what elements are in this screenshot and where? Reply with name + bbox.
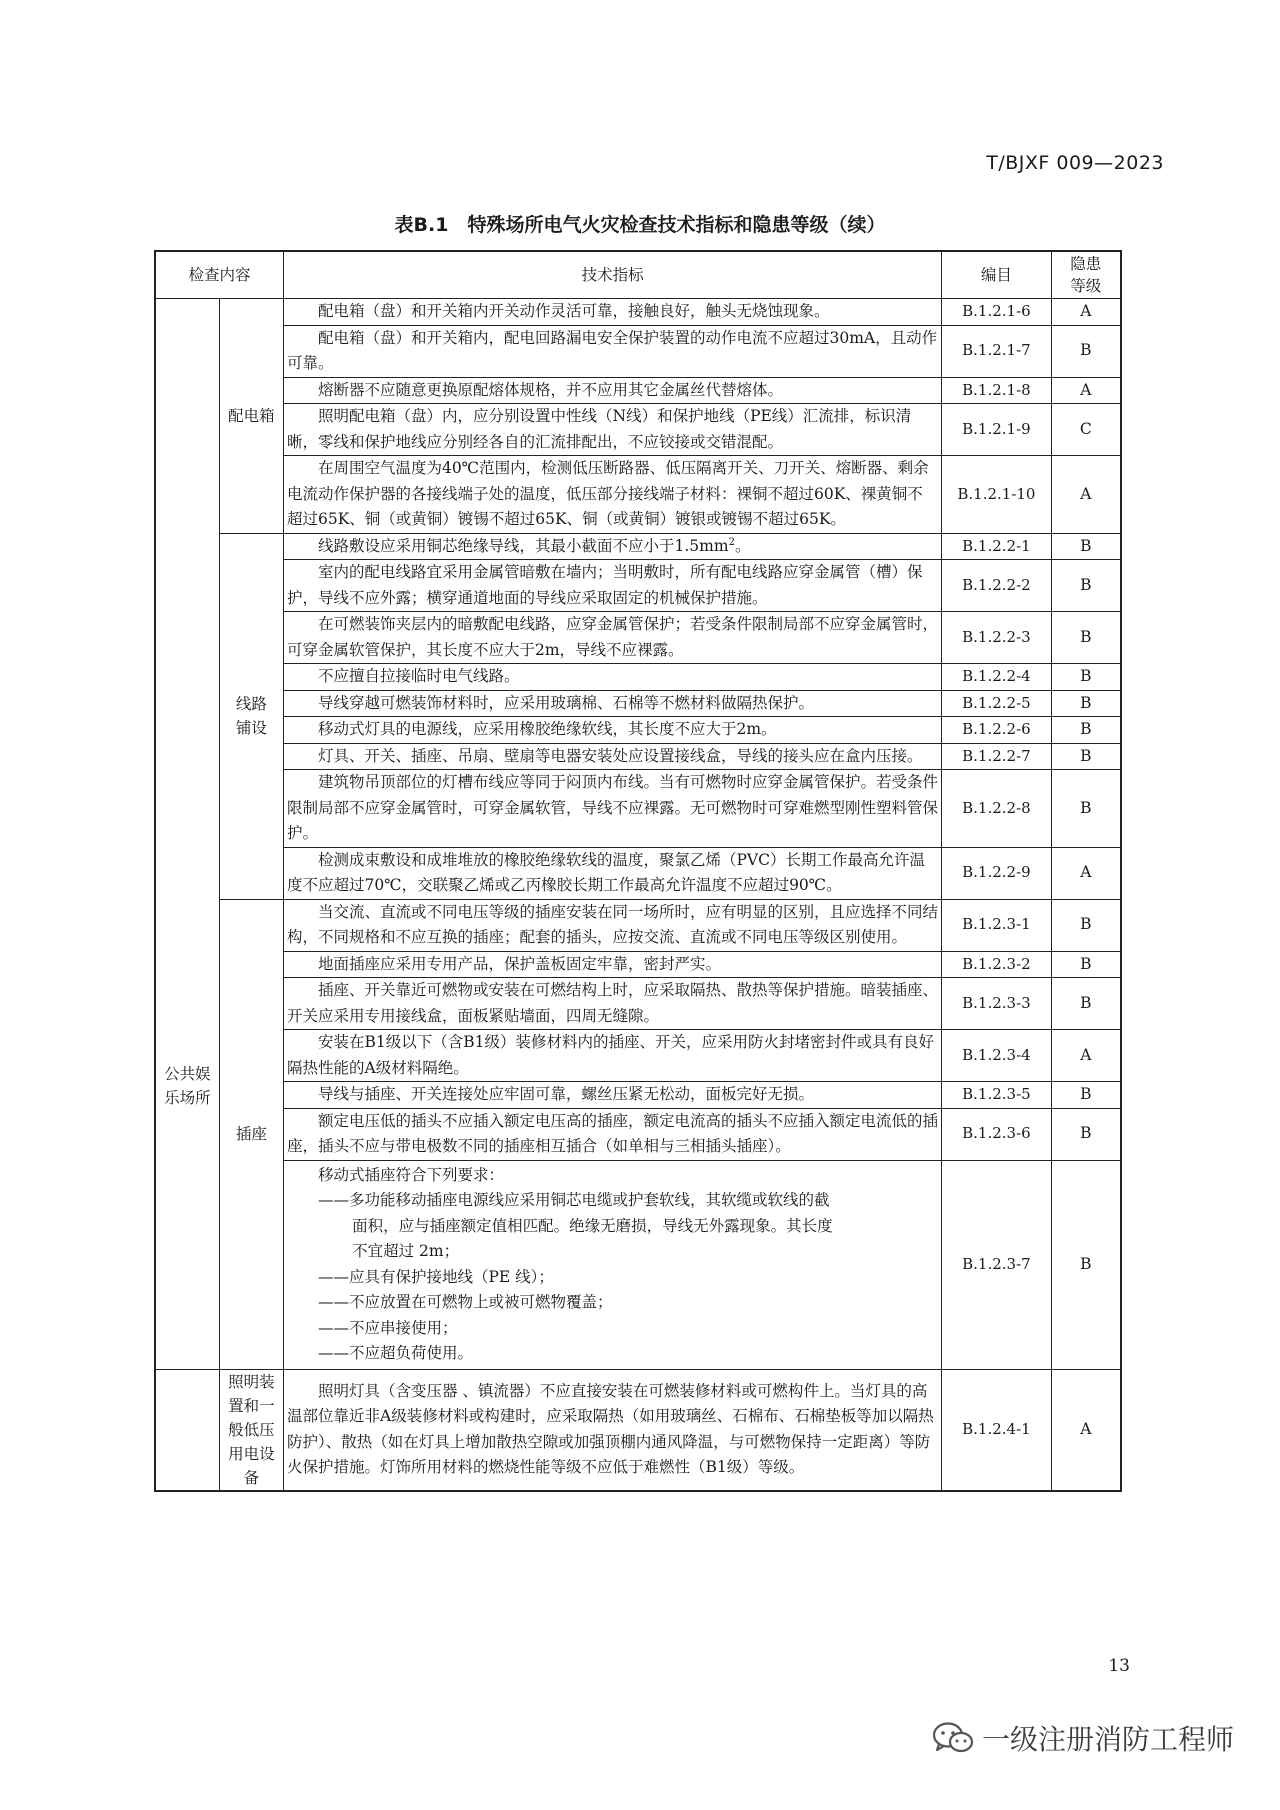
table-row [155, 612, 1121, 664]
level-cell: B [1051, 690, 1121, 717]
list-item: ——应具有保护接地线（PE 线）； [318, 1267, 554, 1286]
table-row [155, 717, 1121, 744]
table-row [155, 1160, 1121, 1369]
indicator-text: 熔断器不应随意更换原配熔体规格，并不应用其它金属丝代替熔体。 [284, 377, 942, 404]
wechat-icon [932, 1721, 974, 1755]
indicator-text [284, 533, 942, 560]
indicator-text: 检测成束敷设和成堆堆放的橡胶绝缘软线的温度，聚氯乙烯（PVC）长期工作最高允许温度不应超过70℃，交联聚乙烯或乙丙橡胶长期工作最高允许温度不应超过90℃。 [284, 847, 942, 899]
code-cell: B.1.2.1-10 [942, 456, 1051, 534]
code-cell: B.1.2.2-3 [942, 612, 1051, 664]
table-row [155, 1108, 1121, 1160]
indicator-text: 地面插座应采用专用产品，保护盖板固定牢靠，密封严实。 [284, 951, 942, 978]
col-header-risk-line1: 隐患 [1070, 255, 1102, 273]
group-cell-lighting [219, 1369, 283, 1491]
list-item: ——不应放置在可燃物上或被可燃物覆盖； [318, 1293, 613, 1311]
level-cell: C [1051, 404, 1121, 456]
indicator-text: 在周围空气温度为40℃范围内，检测低压断路器、低压隔离开关、刀开关、熔断器、剩余电流动作保护器的各接线端子处的温度，低压部分接线端子材料：裸铜不超过60K、裸黄铜不超过65K、铜（或黄铜）镀锡不超过65K、铜（或黄铜）镀银或镀锡不超过65K。 [284, 456, 942, 534]
table-row [155, 533, 1121, 560]
table-row [155, 951, 1121, 978]
indicator-text: 照明配电箱（盘）内，应分别设置中性线（N线）和保护地线（PE线）汇流排，标识清晰，零线和保护地线应分别经各自的汇流排配出，不应铰接或交错混配。 [284, 404, 942, 456]
code-cell: B.1.2.3-7 [942, 1160, 1051, 1369]
watermark [932, 1718, 1234, 1758]
code-cell: B.1.2.2-2 [942, 560, 1051, 612]
indicator-text: 配电箱（盘）和开关箱内开关动作灵活可靠，接触良好，触头无烧蚀现象。 [284, 299, 942, 326]
code-cell: B.1.2.2-8 [942, 770, 1051, 848]
level-cell: B [1051, 560, 1121, 612]
level-cell: B [1051, 533, 1121, 560]
group-label-line5: 备 [243, 1468, 260, 1487]
table-row [155, 456, 1121, 534]
indicator-text: 插座、开关靠近可燃物或安装在可燃结构上时，应采取隔热、散热等保护措施。暗装插座、开关应采用专用接线盒，面板紧贴墙面，四周无缝隙。 [284, 978, 942, 1030]
level-cell: A [1051, 847, 1121, 899]
inspection-table [154, 250, 1122, 1492]
list-item: ——不应串接使用； [318, 1318, 458, 1337]
indicator-text: 照明灯具（含变压器 、镇流器）不应直接安装在可燃装修材料或可燃构件上。当灯具的高温部位靠近非A级装修材料或构建时，应采取隔热（如用玻璃丝、石棉布、石棉垫板等加以隔热防护）、散热（如在灯具上增加散热空隙或加强顶棚内通风降温，与可燃物保持一定距离）等防火保护措施。灯饰所用材料的燃烧性能等级不应低于难燃性（B1级）等级。 [284, 1369, 942, 1491]
indicator-text: 配电箱（盘）和开关箱内，配电回路漏电安全保护装置的动作电流不应超过30mA，且动作可靠。 [284, 325, 942, 377]
level-cell: B [1051, 951, 1121, 978]
level-cell: A [1051, 1369, 1121, 1491]
level-cell: A [1051, 299, 1121, 326]
indicator-text: 室内的配电线路宜采用金属管暗敷在墙内；当明敷时，所有配电线路应穿金属管（槽）保护，导线不应外露；横穿通道地面的导线应采取固定的机械保护措施。 [284, 560, 942, 612]
code-cell: B.1.2.3-3 [942, 978, 1051, 1030]
code-cell: B.1.2.3-4 [942, 1030, 1051, 1082]
code-cell: B.1.2.2-4 [942, 664, 1051, 691]
category-cell [155, 299, 219, 1370]
level-cell: A [1051, 1030, 1121, 1082]
group-cell-wiring [219, 533, 283, 899]
code-cell: B.1.2.2-6 [942, 717, 1051, 744]
table-row [155, 690, 1121, 717]
level-cell: A [1051, 456, 1121, 534]
table-row [155, 743, 1121, 770]
table-row [155, 1030, 1121, 1082]
level-cell: B [1051, 325, 1121, 377]
indicator-text-end: 。 [734, 536, 751, 555]
watermark-text: 一级注册消防工程师 [981, 1723, 1234, 1756]
category-cell-empty [155, 1369, 219, 1491]
group-cell-distribution-box: 配电箱 [219, 299, 283, 534]
page-number: 13 [1108, 1656, 1130, 1676]
indicator-text: 灯具、开关、插座、吊扇、壁扇等电器安装处应设置接线盒，导线的接头应在盒内压接。 [284, 743, 942, 770]
table-title: 表B.1 特殊场所电气火灾检查技术指标和隐患等级（续） [394, 214, 886, 236]
col-header-content: 检查内容 [155, 251, 284, 299]
group-label-line1: 线路 [235, 695, 267, 713]
group-label-line2: 置和一 [228, 1396, 275, 1415]
col-header-code: 编目 [942, 251, 1051, 299]
table-row [155, 664, 1121, 691]
list-item: ——不应超负荷使用。 [318, 1344, 474, 1362]
group-label-line2: 铺设 [235, 719, 267, 737]
superscript: 2 [728, 536, 735, 548]
level-cell: B [1051, 899, 1121, 951]
table-row [155, 404, 1121, 456]
table-row [155, 560, 1121, 612]
indicator-text: 额定电压低的插头不应插入额定电压高的插座，额定电流高的插头不应插入额定电流低的插座，插头不应与带电极数不同的插座相互插合（如单相与三相插头插座）。 [284, 1108, 942, 1160]
table-row [155, 1082, 1121, 1109]
group-label-line4: 用电设 [228, 1444, 275, 1463]
code-cell: B.1.2.2-1 [942, 533, 1051, 560]
list-item-continuation: 不宜超过 2m； [352, 1242, 460, 1260]
group-label-line1: 照明装 [228, 1372, 275, 1391]
code-cell: B.1.2.1-7 [942, 325, 1051, 377]
code-cell: B.1.2.2-9 [942, 847, 1051, 899]
code-cell: B.1.2.3-5 [942, 1082, 1051, 1109]
table-row [155, 1369, 1121, 1491]
table-row [155, 325, 1121, 377]
table-row [155, 978, 1121, 1030]
indicator-text: 建筑物吊顶部位的灯槽布线应等同于闷顶内布线。当有可燃物时应穿金属管保护。若受条件限制局部不应穿金属管时，可穿金属软管，导线不应裸露。无可燃物时可穿难燃型刚性塑料管保护。 [284, 770, 942, 848]
code-cell: B.1.2.4-1 [942, 1369, 1051, 1491]
indicator-text-main: 线路敷设应采用铜芯绝缘导线，其最小截面不应小于1.5mm [318, 536, 729, 555]
code-cell: B.1.2.1-9 [942, 404, 1051, 456]
col-header-risk-line2: 等级 [1070, 277, 1102, 295]
category-label: 公共娱 乐场所 [164, 1064, 211, 1107]
code-cell: B.1.2.1-6 [942, 299, 1051, 326]
code-cell: B.1.2.2-7 [942, 743, 1051, 770]
indicator-text: 移动式灯具的电源线，应采用橡胶绝缘软线，其长度不应大于2m。 [284, 717, 942, 744]
list-intro: 移动式插座符合下列要求： [318, 1165, 505, 1184]
level-cell: B [1051, 770, 1121, 848]
table-header-row [155, 251, 1121, 299]
group-cell-socket: 插座 [219, 899, 283, 1369]
standard-code: T/BJXF 009—2023 [986, 152, 1164, 174]
list-item: ——多功能移动插座电源线应采用铜芯电缆或护套软线，其软缆或软线的截 [318, 1191, 830, 1209]
level-cell: B [1051, 1082, 1121, 1109]
col-header-risk-level [1051, 251, 1121, 299]
level-cell: A [1051, 377, 1121, 404]
level-cell: B [1051, 743, 1121, 770]
indicator-text: 不应擅自拉接临时电气线路。 [284, 664, 942, 691]
table-row [155, 299, 1121, 326]
group-label-line3: 般低压 [228, 1420, 275, 1439]
table-row [155, 899, 1121, 951]
col-header-indicator: 技术指标 [284, 251, 942, 299]
indicator-text: 安装在B1级以下（含B1级）装修材料内的插座、开关，应采用防火封堵密封件或具有良好隔热性能的A级材料隔绝。 [284, 1030, 942, 1082]
level-cell: B [1051, 612, 1121, 664]
level-cell: B [1051, 717, 1121, 744]
code-cell: B.1.2.3-6 [942, 1108, 1051, 1160]
code-cell: B.1.2.3-2 [942, 951, 1051, 978]
code-cell: B.1.2.2-5 [942, 690, 1051, 717]
level-cell: B [1051, 1160, 1121, 1369]
indicator-text: 在可燃装饰夹层内的暗敷配电线路，应穿金属管保护；若受条件限制局部不应穿金属管时，可穿金属软管保护，其长度不应大于2m，导线不应裸露。 [284, 612, 942, 664]
level-cell: B [1051, 1108, 1121, 1160]
code-cell: B.1.2.1-8 [942, 377, 1051, 404]
indicator-text: 导线穿越可燃装饰材料时，应采用玻璃棉、石棉等不燃材料做隔热保护。 [284, 690, 942, 717]
list-item-continuation: 面积，应与插座额定值相匹配。绝缘无磨损，导线无外露现象。其长度 [352, 1216, 833, 1235]
indicator-list-cell [284, 1160, 942, 1369]
level-cell: B [1051, 664, 1121, 691]
table-row [155, 377, 1121, 404]
table-row [155, 770, 1121, 848]
indicator-text: 当交流、直流或不同电压等级的插座安装在同一场所时，应有明显的区别，且应选择不同结构，不同规格和不应互换的插座；配套的插头，应按交流、直流或不同电压等级区别使用。 [284, 899, 942, 951]
table-row [155, 847, 1121, 899]
level-cell: B [1051, 978, 1121, 1030]
indicator-text: 导线与插座、开关连接处应牢固可靠，螺丝压紧无松动，面板完好无损。 [284, 1082, 942, 1109]
code-cell: B.1.2.3-1 [942, 899, 1051, 951]
